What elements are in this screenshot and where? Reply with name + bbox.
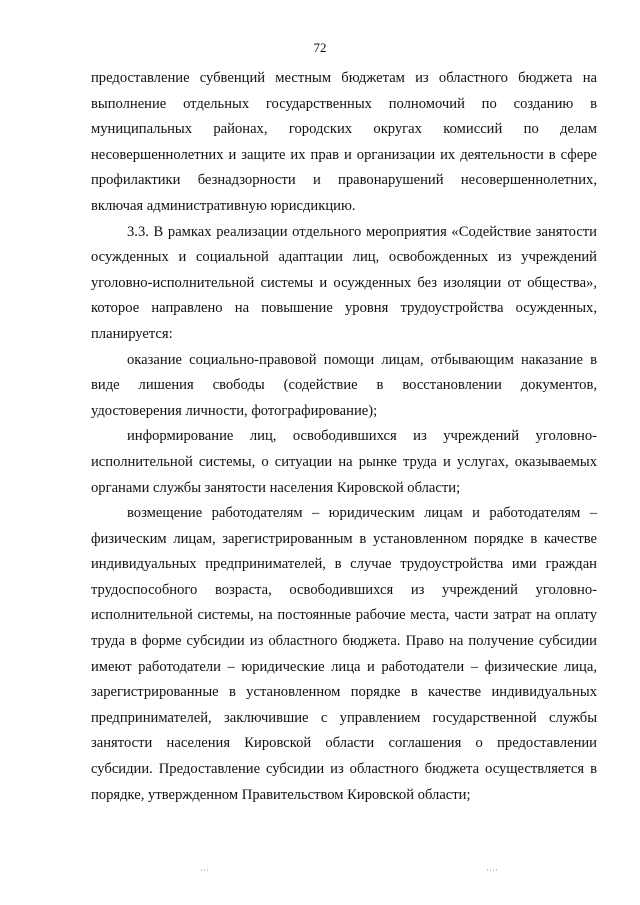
paragraph-reimbursement: возмещение работодателям – юридическим лицам и работодателям – физическим лицам, зарегистрированным в установленном порядке в качестве индивидуальных предпринимателей, в случае трудоустройства ими граждан трудоспособного возраста, освободившихся из учреждений уголовно-исполнительной системы, на постоянные рабочие места, части затрат на оплату труда в форме субсидии из областного бюджета. Право на получение субсидии имеют работодатели – юридические лица и работодатели – физические лица, зарегистрированные в установленном порядке в качестве индивидуальных предпринимателей, заключившие с управлением государственной службы занятости населения Кировской области соглашения о предоставлении субсидии. Предоставление субсидии из областного бюджета осуществляется в порядке, утвержденном Правительством Кировской области; — [91, 505, 597, 803]
paragraph-subventions: предоставление субвенций местным бюджетам из областного бюджета на выполнение отдельных государственных полномочий по созданию в муниципальных районах, городских округах комиссий по делам несовершеннолетних и защите их прав и организации их деятельности в сфере профилактики безнадзорности и правонарушений несовершеннолетних, включая административную юрисдикцию. — [91, 70, 597, 214]
paragraph-informing: информирование лиц, освободившихся из учреждений уголовно-исполнительной системы, о ситуации на рынке труда и услугах, оказываемых органами службы занятости населения Кировской области; — [91, 428, 597, 496]
paragraph-legal-assistance: оказание социально-правовой помощи лицам, отбывающим наказание в виде лишения свободы (содействие в восстановлении документов, удостоверения личности, фотографирование); — [91, 351, 597, 419]
scan-artifact-mark: ˙˙˙˙ — [486, 868, 498, 878]
paragraph-section-3-3: 3.3. В рамках реализации отдельного мероприятия «Содействие занятости осужденных и социальной адаптации лиц, освобожденных из учреждений уголовно-исполнительной системы и осужденных без изоляции от общества», которое направлено на повышение уровня трудоустройства осужденных, планируется: — [91, 223, 597, 342]
document-body — [91, 66, 597, 808]
scan-artifact-mark: ˙˙˙ — [200, 868, 209, 878]
page-number: 72 — [313, 40, 327, 55]
